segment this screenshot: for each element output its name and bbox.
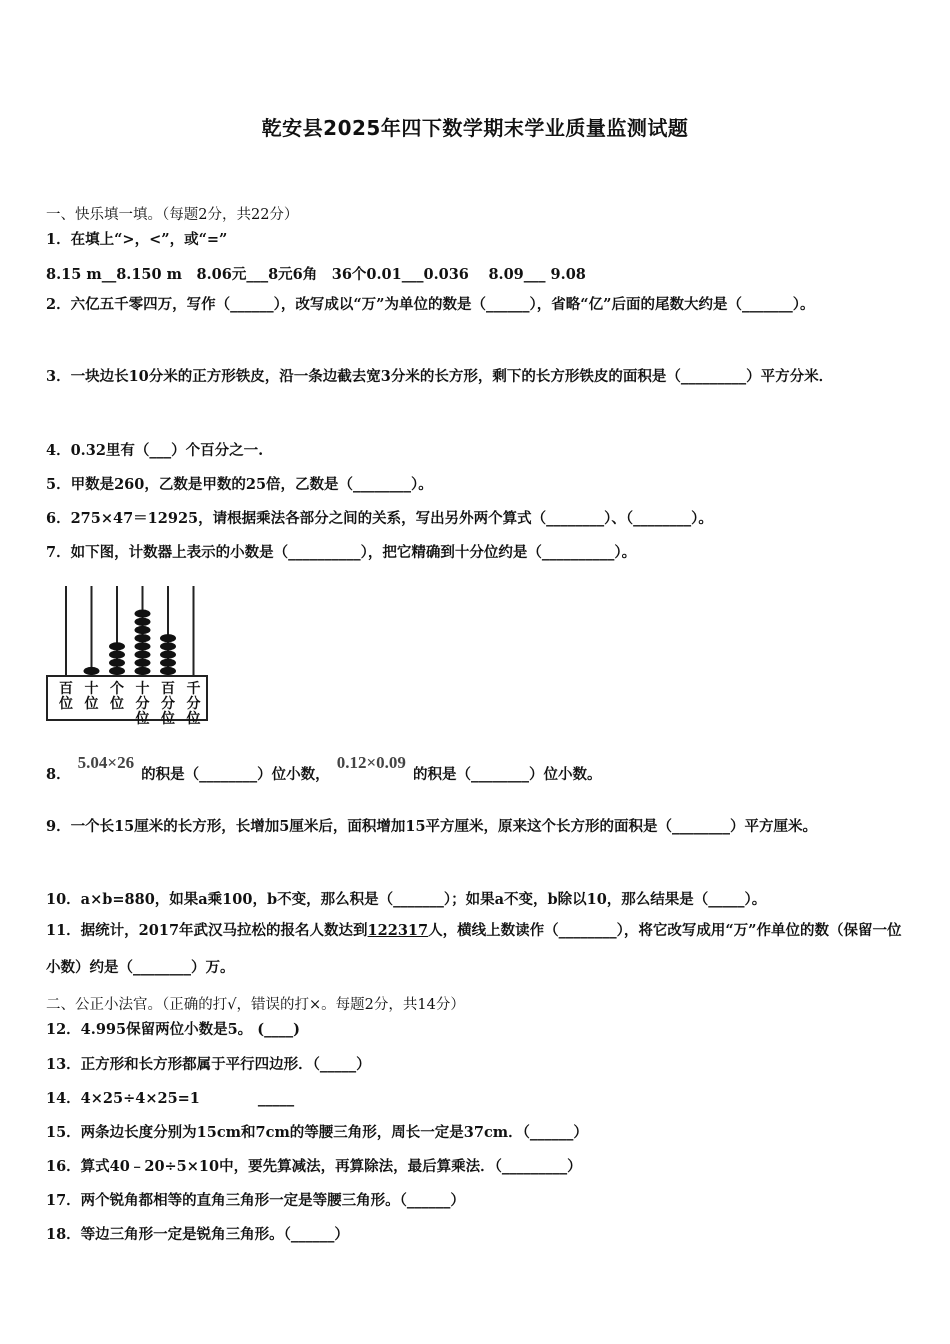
abacus-label-char: 位: [135, 711, 150, 727]
abacus-bead: [160, 642, 176, 650]
question-5: 5．甲数是260，乙数是甲数的25倍，乙数是（________）。: [46, 476, 433, 493]
question-15: 15．两条边长度分别为15cm和7cm的等腰三角形，周长一定是37cm．（______）: [46, 1124, 588, 1141]
abacus-label-char: 位: [84, 696, 99, 712]
question-18: 18．等边三角形一定是锐角三角形。（______）: [46, 1226, 349, 1243]
abacus-bead: [135, 618, 151, 626]
question-14: 14．4×25÷4×25=1 _____: [46, 1090, 295, 1107]
section-1-heading: 一、快乐填一填。（每题2分，共22分）: [46, 207, 299, 223]
abacus-bead: [160, 634, 176, 642]
abacus-bead: [135, 667, 151, 675]
question-4: 4．0.32里有（___）个百分之一.: [46, 442, 264, 459]
question-12: 12．4.995保留两位小数是5。 (____): [46, 1021, 300, 1038]
abacus-bead: [84, 667, 100, 675]
question-10: 10．a×b=880，如果a乘100，b不变，那么积是（_______）；如果a不变，b除以10，那么结果是（_____）。: [46, 891, 767, 908]
abacus-label-char: 分: [135, 696, 150, 712]
question-11-after: 人，横线上数读作（________），将它改写成用“万”作单位的数（保留一位小数）约是（________）万。: [46, 922, 902, 976]
question-11: [46, 912, 908, 986]
question-1: 1．在填上“>，<”，或“=”: [46, 231, 228, 248]
abacus-bead: [109, 667, 125, 675]
abacus-bead: [109, 651, 125, 659]
question-9: 9．一个长15厘米的长方形，长增加5厘米后，面积增加15平方厘米，原来这个长方形的面积是（________）平方厘米。: [46, 818, 818, 835]
abacus-bead: [160, 667, 176, 675]
formula-1: 5.04×26: [77, 753, 135, 772]
question-16: 16．算式40﹣20÷5×10中，要先算减法，再算除法，最后算乘法．（_________）: [46, 1158, 582, 1175]
formula-2: 0.12×0.09: [336, 753, 406, 772]
abacus-bead: [135, 610, 151, 618]
question-3: 3．一块边长10分米的正方形铁皮，沿一条边截去宽3分米的长方形，剩下的长方形铁皮的面积是（_________）平方分米．: [46, 368, 834, 385]
question-13: 13．正方形和长方形都属于平行四边形．（_____）: [46, 1056, 371, 1073]
abacus-label-char: 分: [161, 696, 175, 712]
abacus-label-char: 分: [186, 696, 201, 712]
abacus-bead: [135, 634, 151, 642]
abacus-bead: [160, 651, 176, 659]
question-8-text-1: 的积是（________）位小数，: [141, 766, 330, 783]
abacus-label-char: 个: [110, 681, 124, 697]
section-2-heading: 二、公正小法官。（正确的打√，错误的打×。每题2分，共14分）: [46, 997, 465, 1013]
abacus-bead: [135, 642, 151, 650]
abacus-bead: [135, 651, 151, 659]
abacus-label-char: 千: [186, 681, 201, 697]
question-1-items: 8.15 m__8.150 m 8.06元___8元6角 36个0.01___0.036 8.09___ 9.08: [46, 266, 586, 283]
question-8-number: 8．: [46, 766, 71, 783]
question-6: 6．275×47＝12925，请根据乘法各部分之间的关系，写出另外两个算式（________）、（________）。: [46, 510, 713, 527]
question-17: 17．两个锐角都相等的直角三角形一定是等腰三角形。（______）: [46, 1192, 465, 1209]
abacus-bead: [160, 659, 176, 667]
abacus-label-char: 百: [161, 681, 175, 697]
question-2: 2．六亿五千零四万，写作（______），改写成以“万”为单位的数是（______），省略“亿”后面的尾数大约是（_______）。: [46, 296, 815, 313]
abacus-diagram: [46, 583, 216, 742]
abacus-bead: [109, 642, 125, 650]
abacus-label-char: 位: [186, 711, 201, 727]
page-title: 乾安县2025年四下数学期末学业质量监测试题: [261, 116, 689, 140]
abacus-label-char: 位: [161, 711, 175, 727]
abacus-label-char: 位: [110, 696, 124, 712]
abacus-label-char: 十: [84, 681, 99, 697]
abacus-bead: [109, 659, 125, 667]
question-7: 7．如下图，计数器上表示的小数是（__________），把它精确到十分位约是（__________）。: [46, 544, 637, 561]
question-11-before: 11．据统计，2017年武汉马拉松的报名人数达到: [46, 922, 368, 939]
abacus-bead: [135, 626, 151, 634]
question-8: [46, 753, 602, 784]
abacus-bead: [135, 659, 151, 667]
abacus-label-char: 十: [135, 681, 150, 697]
abacus-label-char: 百: [59, 681, 73, 697]
underlined-number: 122317: [367, 922, 429, 939]
abacus-label-char: 位: [59, 696, 73, 712]
question-8-text-2: 的积是（________）位小数。: [412, 766, 602, 783]
